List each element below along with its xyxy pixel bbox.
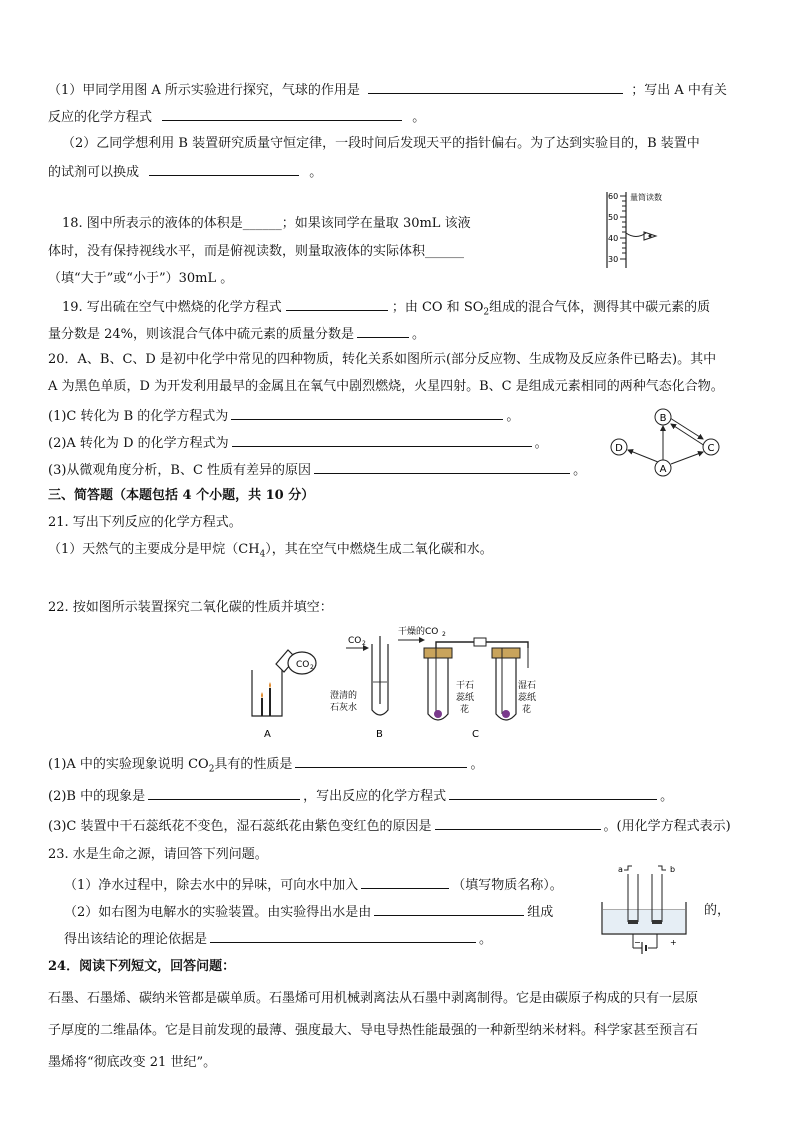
q22-sub2-text-a: (2)B 中的现象是 [48,789,146,804]
node-d: D [615,443,623,454]
q23-basis-blank[interactable] [210,929,476,943]
q22-reason-blank[interactable] [435,816,601,830]
q22-phenomenon-blank[interactable] [148,786,300,800]
measuring-cylinder-figure [600,188,690,270]
wet-paper-2: 蕊纸 [518,693,537,703]
wet-paper-3: 花 [522,705,532,715]
q19-end: 。 [412,327,426,342]
q23-sub3-text-a: 得出该结论的理论依据是 [64,932,208,947]
q22-equation-blank[interactable] [449,786,657,800]
label-b: B [376,729,383,740]
q21-text-b: ），其在空气中燃烧生成二氧化碳和水。 [265,542,493,557]
q20-c-to-b-blank[interactable] [231,406,503,420]
q18-line1: 18. 图中所表示的液体的体积是______；如果该同学在量取 30mL 该液 [62,216,471,231]
tube-a-label: a [618,865,623,874]
q23-composition-blank[interactable] [374,902,524,916]
q17-part1-text-c: 反应的化学方程式 [48,110,153,125]
section-3-title: 三、简答题（本题包括 4 个小题，共 10 分） [48,488,315,503]
q19-text-a: 19. 写出硫在空气中燃烧的化学方程式 [62,300,282,315]
q22-sub1-end: 。 [470,757,484,772]
q24-paragraph-line1: 石墨、石墨烯、碳纳米管都是碳单质。石墨烯可用机械剥离法从石墨中剥离制得。它是由碳原子构成的只有一层原 [48,991,699,1006]
tick-60: 60 [608,192,619,201]
q19-text-d: 量分数是 24%，则该混合气体中硫元素的质量分数是 [48,327,355,342]
q17-part1-end: 。 [412,110,426,125]
co2-experiment-figure [240,618,540,743]
q20-line2: A 为黑色单质，D 为开发利用最早的金属且在氧气中剧烈燃烧，火星四射。B、C 是组成元素相同的两种气态化合物。 [48,379,724,394]
q20-sub3-text: (3)从微观角度分析，B、C 性质有差异的原因 [48,463,312,478]
q17-part1-text-b: ；写出 A 中有关 [631,83,727,98]
q19-sulfur-fraction-blank[interactable] [357,324,409,338]
bottle-co2-label: CO [296,660,310,670]
q22-sub3-text-a: (3)C 装置中干石蕊纸花不变色，湿石蕊纸花由紫色变红色的原因是 [48,819,432,834]
q17-part1-line1 [48,80,727,100]
q23-substance-blank[interactable] [361,875,449,889]
q18-line3: （填“大于”或“小于”）30mL 。 [48,271,234,286]
dry-paper-3: 花 [460,705,470,715]
dry-paper-2: 蕊纸 [456,693,475,703]
q20-sub3-end: 。 [573,463,587,478]
q21-ch4-subscript: 4 [259,549,266,560]
q23-title: 23. 水是生命之源，请回答下列问题。 [48,847,268,862]
q21-line2 [48,541,493,564]
q23-sub3-end: 。 [479,932,493,947]
apparatus-a [252,650,316,740]
q21-text-a: （1）天然气的主要成分是甲烷（CH [48,542,260,557]
apparatus-c [398,625,536,740]
q17-part2-end: 。 [309,165,323,180]
q18-line2: 体时，没有保持视线水平，而是俯视读数，则量取液体的实际体积______ [48,244,465,259]
q24-paragraph-line2: 子厚度的二维晶体。它是目前发现的最薄、强度最大、导电导热性能最强的一种新型纳米材料。科学家甚至预言石 [48,1023,699,1038]
limewater-label-1: 澄清的 [330,691,358,701]
dry-co2-label: 干燥的CO [398,627,439,637]
node-a: A [659,464,667,475]
q19-text-b: ；由 CO 和 SO [391,300,484,315]
q19-line2 [48,324,425,344]
q17-part2-line1 [62,135,700,153]
q22-sub2 [48,786,673,806]
q20-sub3 [48,460,586,480]
bottle-co2-sub: 2 [310,664,314,671]
label-c: C [472,729,479,740]
b-co2-sub: 2 [362,640,366,647]
q20-a-to-d-blank[interactable] [232,433,532,447]
q21-line1: 21. 写出下列反应的化学方程式。 [48,515,242,530]
q22-sub3 [48,816,731,836]
q22-sub2-text-b: ，写出反应的化学方程式 [303,789,447,804]
q20-sub2 [48,433,548,453]
q19-so2-subscript: 2 [483,307,490,318]
q17-part2-text-b: 的试剂可以换成 [48,165,140,180]
q22-co2-subscript: 2 [208,764,215,775]
q24-paragraph-line3: 墨烯将“彻底改变 21 世纪”。 [48,1055,217,1070]
q19-sulfur-equation-blank[interactable] [286,297,388,311]
q22-sub1 [48,754,483,779]
q22-sub2-end: 。 [660,789,674,804]
minus-sign: − [634,938,641,947]
q17-part2-line2 [48,162,322,182]
cylinder-reading-label: 量筒读数 [630,193,662,202]
tick-40: 40 [608,234,619,243]
q20-sub2-text: (2)A 转化为 D 的化学方程式为 [48,436,229,451]
q20-sub1-text: (1)C 转化为 B 的化学方程式为 [48,409,229,424]
q19-text-c: 组成的混合气体，测得其中碳元素的质 [489,300,711,315]
q19-line1 [62,297,710,322]
q20-sub2-end: 。 [534,436,548,451]
tick-50: 50 [608,213,619,222]
b-co2-label: CO [348,636,362,646]
q22-title: 22. 按如图所示装置探究二氧化碳的性质并填空： [48,600,333,615]
electrolysis-apparatus-figure [598,862,694,958]
q17-part2-text-a: （2）乙同学想利用 B 装置研究质量守恒定律，一段时间后发现天平的指针偏右。为了达到实验目的，B 装置中 [62,136,700,151]
q20-line1: 20．A、B、C、D 是初中化学中常见的四种物质，转化关系如图所示(部分反应物、生成物及反应条件已略去)。其中 [48,352,717,367]
conversion-relation-diagram [605,404,729,482]
q23-sub3 [64,929,492,949]
q23-sub2 [64,902,553,922]
dry-co2-sub: 2 [442,631,446,638]
q23-sub1-text-b: （填写物质名称）。 [452,878,563,893]
q17-balloon-blank[interactable] [368,80,623,94]
q23-sub2-continued: 的， [704,903,731,918]
tick-30: 30 [608,255,619,264]
q17-equation-blank[interactable] [162,107,402,121]
q20-sub1-end: 。 [506,409,520,424]
wet-paper-1: 湿石 [518,681,537,691]
apparatus-b [330,636,388,740]
q23-sub1 [64,875,563,895]
q22-sub1-text-a: (1)A 中的实验现象说明 CO [48,757,209,772]
limewater-label-2: 石灰水 [330,703,358,713]
q22-sub3-end: 。(用化学方程式表示) [603,819,731,834]
node-b: B [659,413,667,424]
q22-property-blank[interactable] [295,754,467,768]
node-c: C [707,443,715,454]
label-a: A [264,729,271,740]
q17-part1-line2 [48,107,425,127]
q20-difference-reason-blank[interactable] [314,460,570,474]
q17-reagent-blank[interactable] [149,162,299,176]
q23-sub2-text-b: 组成 [527,905,554,920]
q22-sub1-text-b: 具有的性质是 [214,757,293,772]
q17-part1-text-a: （1）甲同学用图 A 所示实验进行探究，气球的作用是 [48,83,360,98]
q20-sub1 [48,406,519,426]
plus-sign: + [670,938,677,947]
tube-b-label: b [670,865,676,874]
q24-title: 24．阅读下列短文，回答问题： [48,959,236,974]
q23-sub2-text-a: （2）如右图为电解水的实验装置。由实验得出水是由 [64,905,372,920]
q23-sub1-text-a: （1）净水过程中，除去水中的异味，可向水中加入 [64,878,359,893]
dry-paper-1: 干石 [456,681,475,691]
